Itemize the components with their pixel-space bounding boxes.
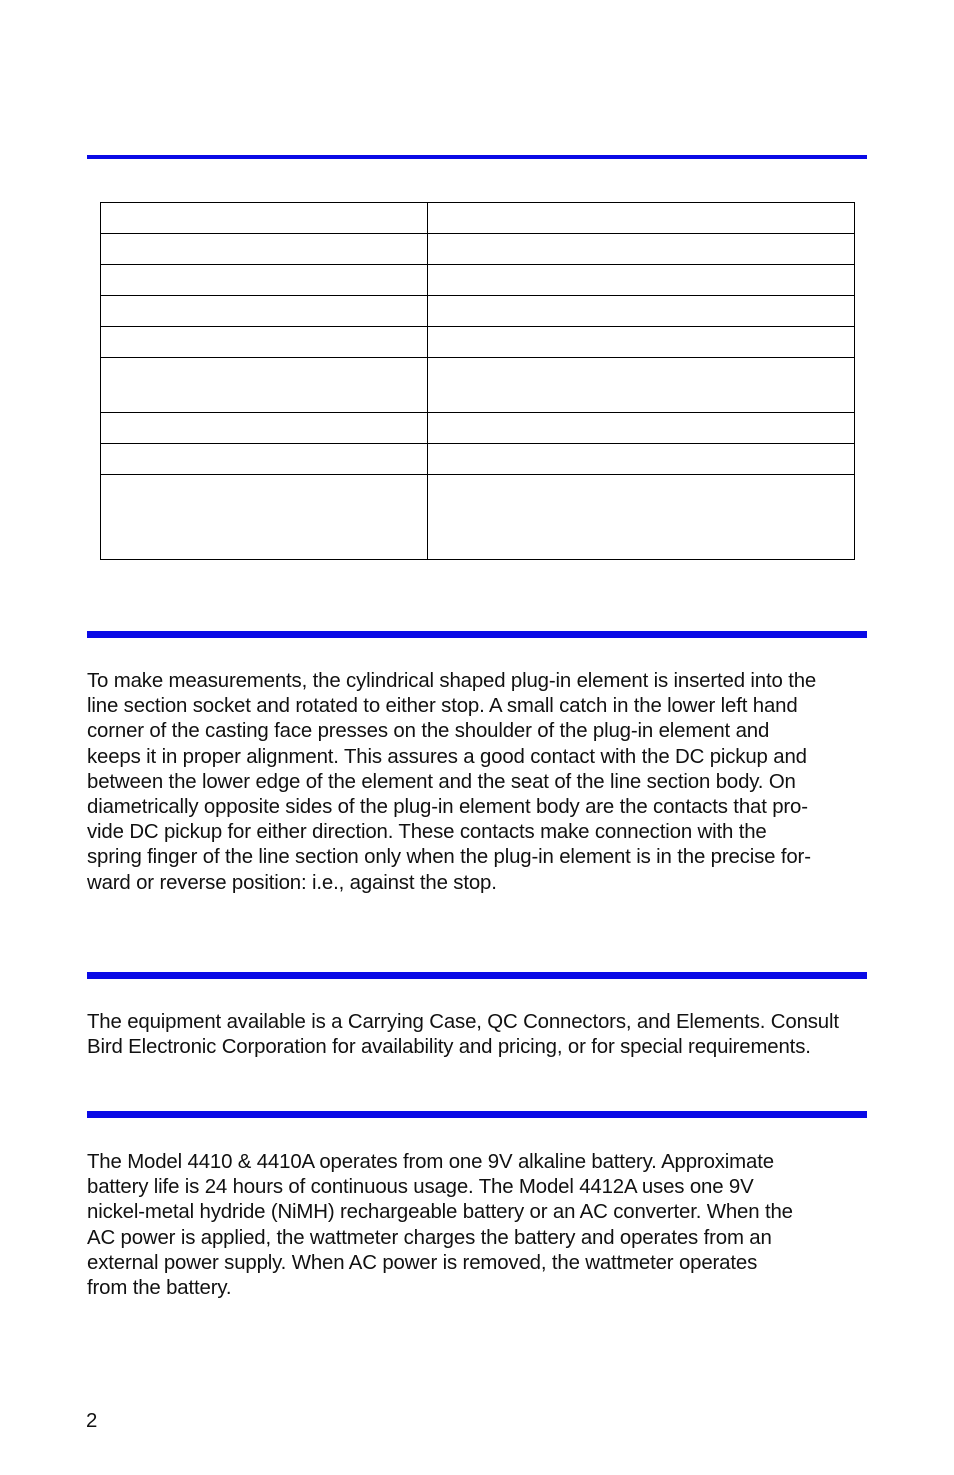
table-row	[101, 358, 855, 413]
table-row	[101, 475, 855, 560]
table-cell-label	[101, 358, 428, 413]
section-divider-equipment	[87, 972, 867, 979]
table-row	[101, 444, 855, 475]
equipment-paragraph: The equipment available is a Carrying Case, QC Connectors, and Elements. Consult Bird Electronic Corporation for availability and pricing, or for special requirements.	[87, 1011, 839, 1059]
table-cell-label	[101, 475, 428, 560]
table-cell-value	[428, 413, 855, 444]
table-cell-label	[101, 203, 428, 234]
table-cell-label	[101, 265, 428, 296]
table-cell-value	[428, 265, 855, 296]
table-row	[101, 203, 855, 234]
power-paragraph: The Model 4410 & 4410A operates from one 9V alkaline battery. Approximate battery life is 24 hours of continuous usage. The Model 4412A uses one 9V nickel-metal hydride (NiMH) rechargeable battery or an AC converter. When the AC power is applied, the wattmeter charges the battery and operates from an external power supply. When AC power is removed, the wattmeter operates from the battery.	[87, 1151, 793, 1300]
table-cell-label	[101, 413, 428, 444]
section-divider-measurements	[87, 631, 867, 638]
table-row	[101, 413, 855, 444]
measurements-paragraph: To make measurements, the cylindrical shaped plug-in element is inserted into the line section socket and rotated to either stop. A small catch in the lower left hand corner of the casting face presses on the shoulder of the plug-in element and keeps it in proper alignment. This assures a good contact with the DC pickup and between the lower edge of the element and the seat of the line section body. On diametrically opposite sides of the plug-in element body are the contacts that pro- vide DC pickup for either direction. These contacts make connection with the spring finger of the line section only when the plug-in element is in the precise for- ward or reverse position: i.e., against the stop.	[87, 670, 817, 894]
table-cell-label	[101, 444, 428, 475]
table-cell-value	[428, 203, 855, 234]
table-cell-value	[428, 327, 855, 358]
page-number: 2	[86, 1410, 98, 1432]
table-cell-label	[101, 327, 428, 358]
table-cell-value	[428, 234, 855, 265]
section-divider-specifications	[87, 155, 867, 159]
section-divider-power	[87, 1111, 867, 1118]
table-cell-label	[101, 296, 428, 327]
table-cell-label	[101, 234, 428, 265]
table-row	[101, 327, 855, 358]
table-cell-value	[428, 475, 855, 560]
table-cell-value	[428, 444, 855, 475]
table-row	[101, 296, 855, 327]
table-row	[101, 265, 855, 296]
table-cell-value	[428, 296, 855, 327]
specifications-table	[100, 202, 855, 560]
table-row	[101, 234, 855, 265]
table-cell-value	[428, 358, 855, 413]
